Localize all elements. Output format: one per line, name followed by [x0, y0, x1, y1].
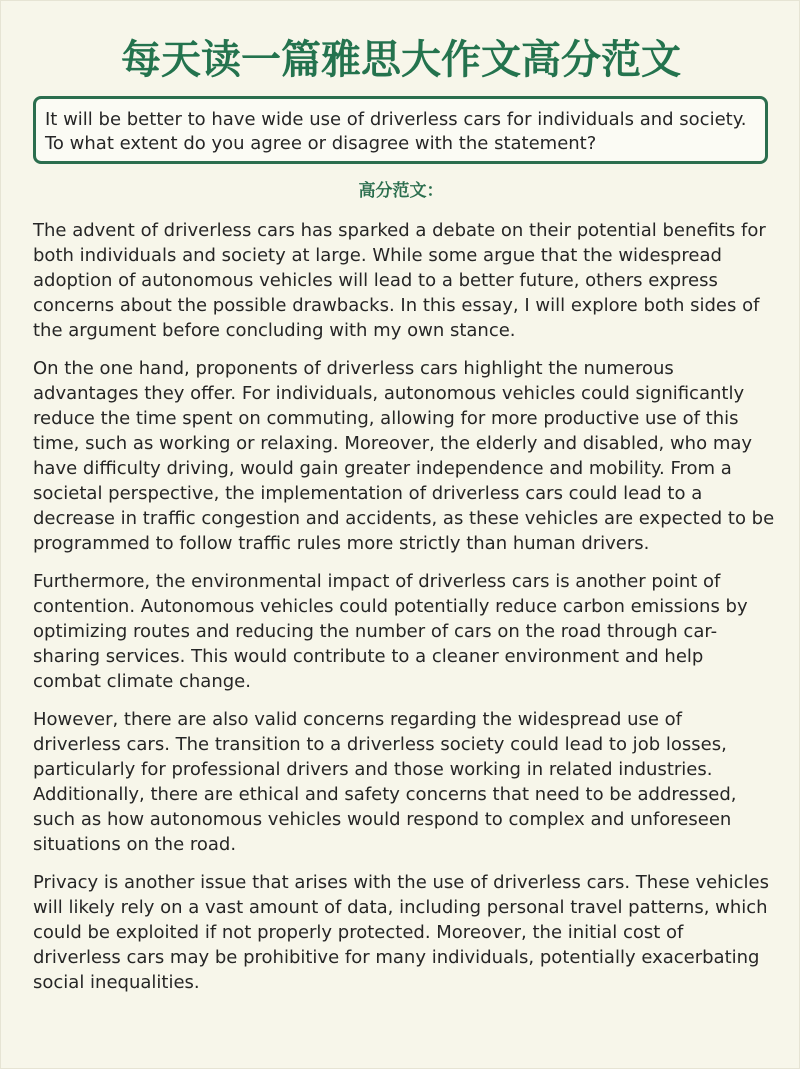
essay-line: driverless cars may be prohibitive for many individuals, potentially exacerbating: [33, 947, 760, 968]
essay-line: advantages they offer. For individuals, autonomous vehicles could significantly: [33, 383, 745, 404]
essay-line: However, there are also valid concerns regarding the widespread use of: [33, 709, 683, 730]
essay-line: the argument before concluding with my own stance.: [33, 320, 516, 341]
page-title: 每天读一篇雅思大作文高分范文: [121, 37, 681, 83]
essay-line: social inequalities.: [33, 972, 200, 993]
essay-line: driverless cars. The transition to a driverless society could lead to job losses,: [33, 734, 727, 755]
essay-line: will likely rely on a vast amount of data, including personal travel patterns, which: [33, 897, 768, 918]
essay-line: The advent of driverless cars has sparked a debate on their potential benefits for: [33, 220, 766, 241]
essay-body: [33, 218, 773, 1008]
essay-paragraph-5: [33, 870, 773, 995]
essay-line: sharing services. This would contribute to a cleaner environment and help: [33, 646, 704, 667]
essay-line: such as how autonomous vehicles would respond to complex and unforeseen: [33, 809, 732, 830]
essay-paragraph-1: [33, 218, 773, 343]
essay-line: contention. Autonomous vehicles could potentially reduce carbon emissions by: [33, 596, 748, 617]
essay-paragraph-2: [33, 356, 773, 556]
sample-essay-heading: 高分范文：: [358, 181, 444, 201]
essay-line: adoption of autonomous vehicles will lead to a better future, others express: [33, 270, 718, 291]
essay-line: Additionally, there are ethical and safety concerns that need to be addressed,: [33, 784, 737, 805]
essay-line: particularly for professional drivers and those working in related industries.: [33, 759, 713, 780]
essay-line: concerns about the possible drawbacks. In this essay, I will explore both sides of: [33, 295, 760, 316]
question-box: [33, 96, 768, 164]
essay-line: could be exploited if not properly protected. Moreover, the initial cost of: [33, 922, 684, 943]
essay-line: programmed to follow traffic rules more strictly than human drivers.: [33, 533, 650, 554]
essay-line: reduce the time spent on commuting, allowing for more productive use of this: [33, 408, 739, 429]
essay-line: both individuals and society at large. While some argue that the widespread: [33, 245, 722, 266]
essay-line: Privacy is another issue that arises with the use of driverless cars. These vehicles: [33, 872, 769, 893]
essay-line: situations on the road.: [33, 834, 237, 855]
essay-line: societal perspective, the implementation of driverless cars could lead to a: [33, 483, 703, 504]
essay-line: have difficulty driving, would gain greater independence and mobility. From a: [33, 458, 732, 479]
essay-line: Furthermore, the environmental impact of driverless cars is another point of: [33, 571, 721, 592]
essay-line: combat climate change.: [33, 671, 251, 692]
essay-line: On the one hand, proponents of driverless cars highlight the numerous: [33, 358, 674, 379]
essay-paragraph-4: [33, 707, 773, 857]
essay-line: time, such as working or relaxing. Moreover, the elderly and disabled, who may: [33, 433, 753, 454]
essay-line: optimizing routes and reducing the number of cars on the road through car-: [33, 621, 718, 642]
essay-line: decrease in traffic congestion and accidents, as these vehicles are expected to be: [33, 508, 775, 529]
essay-paragraph-3: [33, 569, 773, 694]
question-line: To what extent do you agree or disagree with the statement?: [45, 133, 597, 154]
question-line: It will be better to have wide use of driverless cars for individuals and society.: [45, 109, 747, 130]
